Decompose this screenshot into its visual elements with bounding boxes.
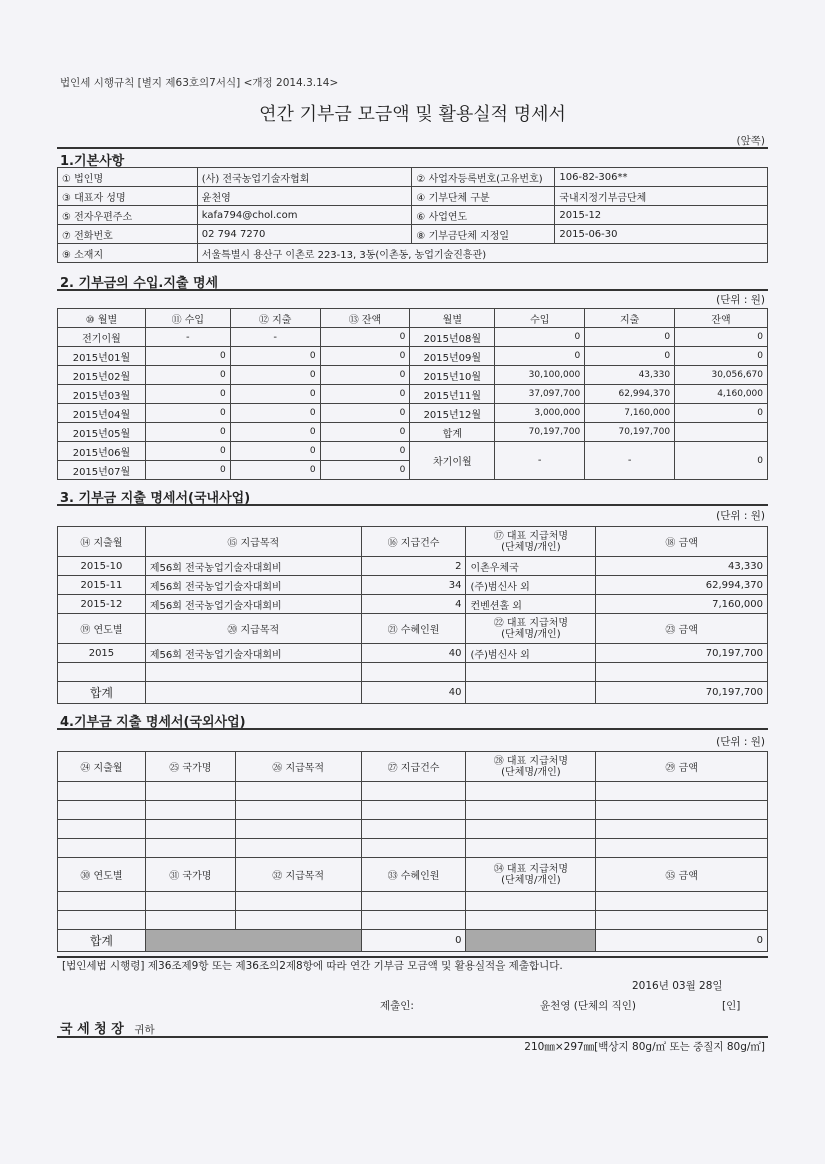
unit-label: (단위 : 원) bbox=[716, 736, 765, 748]
total-row: 합계 0 0 bbox=[58, 930, 768, 952]
section1-heading: 1.기본사항 bbox=[60, 154, 125, 169]
section4-heading: 4.기부금 지출 명세서(국외사업) bbox=[60, 715, 246, 730]
table-row: 전기이월 - - 0 2015년08월 0 0 0 bbox=[58, 328, 768, 347]
table-header-row: ⑩ 월별 ⑪ 수입 ⑫ 지출 ⑬ 잔액 월별 수입 지출 잔액 bbox=[58, 309, 768, 328]
domestic-expense-table bbox=[57, 526, 768, 704]
table-header-row: ㉚ 연도별 ㉛ 국가명 ㉜ 지급목적 ㉝ 수혜인원 ㉞ 대표 지급처명 (단체명/개인) ㉟ 금액 bbox=[58, 858, 768, 892]
table-header-row: ⑲ 연도별 ⑳ 지급목적 ㉑ 수혜인원 ㉒ 대표 지급처명 (단체명/개인) ㉓ 금액 bbox=[58, 614, 768, 644]
recipient: 국 세 청 장 귀하 bbox=[60, 1022, 155, 1037]
table-header-row: ⑭ 지출월 ⑮ 지급목적 ⑯ 지급건수 ⑰ 대표 지급처명 (단체명/개인) ⑱ 금액 bbox=[58, 527, 768, 557]
table-row: ⑦ 전화번호 02 794 7270 ⑧ 기부금단체 지정일 2015-06-30 bbox=[58, 225, 768, 244]
seal-mark: [인] bbox=[722, 1000, 741, 1012]
table-row: 2015년03월 0 0 0 2015년11월 37,097,700 62,994,370 4,160,000 bbox=[58, 385, 768, 404]
table-row bbox=[58, 911, 768, 930]
submitter-label: 제출인: bbox=[380, 1000, 414, 1012]
table-row: ③ 대표자 성명 윤천영 ④ 기부단체 구분 국내지정기부금단체 bbox=[58, 187, 768, 206]
submission-statement: [법인세법 시행령] 제36조제9항 또는 제36조의2제8항에 따라 연간 기부금 모금액 및 활용실적을 제출합니다. bbox=[62, 960, 563, 972]
table-row: 2015년05월 0 0 0 합계 70,197,700 70,197,700 bbox=[58, 423, 768, 442]
table-row: 2015년01월 0 0 0 2015년09월 0 0 0 bbox=[58, 347, 768, 366]
section2-heading: 2. 기부금의 수입.지출 명세 bbox=[60, 276, 219, 291]
table-row bbox=[58, 892, 768, 911]
table-row: ① 법인명 (사) 전국농업기술자협회 ② 사업자등록번호(고유번호) 106-82-306** bbox=[58, 168, 768, 187]
unit-label: (단위 : 원) bbox=[716, 294, 765, 306]
table-row bbox=[58, 663, 768, 682]
table-row bbox=[58, 801, 768, 820]
table-header-row: ㉔ 지출월 ㉕ 국가명 ㉖ 지급목적 ㉗ 지급건수 ㉘ 대표 지급처명 (단체명/개인) ㉙ 금액 bbox=[58, 752, 768, 782]
table-row: 2015년07월 0 0 0 bbox=[58, 461, 768, 480]
form-reference: 법인세 시행규칙 [별지 제63호의7서식] <개정 2014.3.14> bbox=[60, 77, 339, 89]
submission-date: 2016년 03월 28일 bbox=[632, 980, 723, 992]
basic-info-table bbox=[57, 167, 768, 263]
table-row bbox=[58, 820, 768, 839]
table-row: ⑤ 전자우편주소 kafa794@chol.com ⑥ 사업연도 2015-12 bbox=[58, 206, 768, 225]
table-row: 2015년02월 0 0 0 2015년10월 30,100,000 43,330 30,056,670 bbox=[58, 366, 768, 385]
table-row: 2015년04월 0 0 0 2015년12월 3,000,000 7,160,000 0 bbox=[58, 404, 768, 423]
income-expense-table bbox=[57, 308, 768, 480]
total-row: 합계 40 70,197,700 bbox=[58, 682, 768, 704]
submitter-name: 윤천영 (단체의 직인) bbox=[540, 1000, 637, 1012]
unit-label: (단위 : 원) bbox=[716, 510, 765, 522]
table-row: 2015-10 제56회 전국농업기술자대회비 2 이촌우체국 43,330 bbox=[58, 557, 768, 576]
page-title: 연간 기부금 모금액 및 활용실적 명세서 bbox=[259, 104, 566, 125]
overseas-expense-table bbox=[57, 751, 768, 952]
table-row: 2015년06월 0 0 0 차기이월 - - 0 bbox=[58, 442, 768, 461]
table-row: 2015-11 제56회 전국농업기술자대회비 34 (주)범신사 외 62,994,370 bbox=[58, 576, 768, 595]
side-label: (앞쪽) bbox=[736, 135, 765, 147]
table-row bbox=[58, 839, 768, 858]
table-row bbox=[58, 782, 768, 801]
table-row: ⑨ 소재지 서울특별시 용산구 이촌로 223-13, 3동(이촌동, 농업기술진흥관) bbox=[58, 244, 768, 263]
table-row: 2015 제56회 전국농업기술자대회비 40 (주)범신사 외 70,197,700 bbox=[58, 644, 768, 663]
section3-heading: 3. 기부금 지출 명세서(국내사업) bbox=[60, 491, 251, 506]
table-row: 2015-12 제56회 전국농업기술자대회비 4 컨벤션홀 외 7,160,000 bbox=[58, 595, 768, 614]
paper-spec: 210㎜×297㎜[백상지 80g/㎡ 또는 중질지 80g/㎡] bbox=[524, 1041, 765, 1053]
